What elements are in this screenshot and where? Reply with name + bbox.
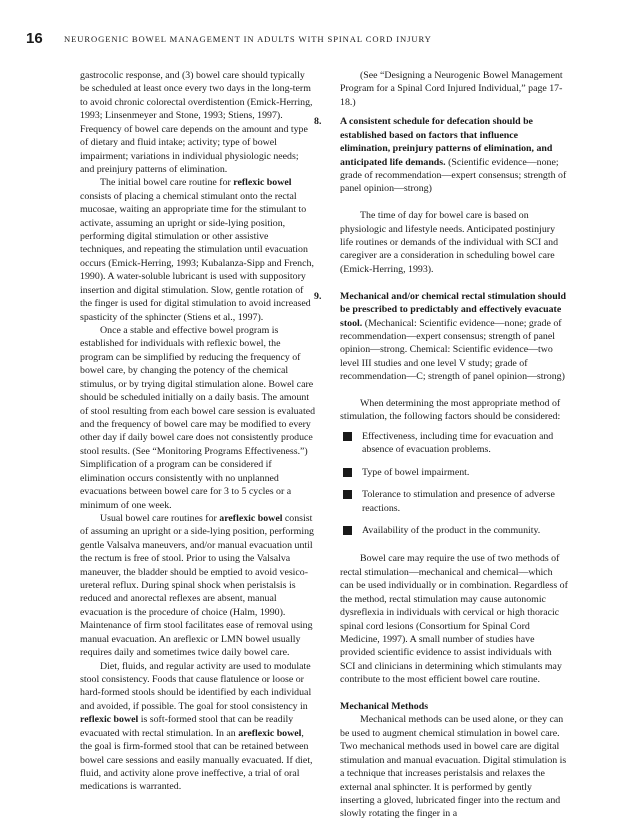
see-reference: (See “Designing a Neurogenic Bowel Management Program for a Spinal Cord Injured Individual,” page 17-18.) <box>340 70 563 108</box>
paragraph-reflexic-routine: The initial bowel care routine for reflexic bowel consists of placing a chemical stimulant onto the rectal mucosae, waiting an appropriate time for the stimulant to activate, assuming an upright or side-lying position, performing digital stimulation or other assistive techniques, and repeating the stimulation until evacuation occurs (Emick-Herring, 1993; Kubalanza-Sipp and French, 1990). A water-soluble lubricant is used with suppository insertion and digital stimulation. Slow, gentle rotation of the finger is used for digital stimulation to avoid increased spasticity of the sphincter (Stiens et al., 1997). <box>80 177 314 323</box>
paragraph-areflexic-routine: Usual bowel care routines for areflexic bowel consist of assuming an upright or a side-lying position, performing gentle Valsalva maneuvers, and/or manual evacuation until the rectum is free of stool. Prior to using the Valsalva maneuver, the bladder should be emptied to avoid vesico-ureteral reflux. During spinal shock when peristalsis is reduced and anorectal reflexes are absent, manual evacuation is the procedure of choice (Halm, 1990). Maintenance of firm stool facilitates ease of removal using manual evacuation. An areflexic or LMN bowel usually requires daily and sometimes twice daily bowel care. <box>80 512 314 659</box>
paragraph-diet: Diet, fluids, and regular activity are used to modulate stool consistency. Foods that cause flatulence or loose or hard-formed stools should be identified by each individual and avoided, if possible. The goal for stool consistency in reflexic bowel is soft-formed stool that can be readily evacuated with rectal stimulation. In an areflexic bowel, the goal is firm-formed stool that can be retained between bowel care sessions and easily manually evacuated. If diet, fluid, and activity alone prove ineffective, a trial of oral medications is warranted. <box>80 660 313 793</box>
recommendation-number: 9. <box>314 290 322 302</box>
list-item: Type of bowel impairment. <box>340 466 568 479</box>
term-reflexic-bowel: reflexic bowel <box>233 177 292 189</box>
page-number: 16 <box>26 30 43 47</box>
running-title: NEUROGENIC BOWEL MANAGEMENT IN ADULTS WITH SPINAL CORD INJURY <box>64 34 432 44</box>
list-item: Effectiveness, including time for evacuation and absence of evacuation problems. <box>340 430 568 457</box>
right-column <box>314 69 568 821</box>
recommendation-8 <box>314 115 568 196</box>
evidence-note: (Scientific evidence—none; grade of recommendation—expert consensus; strength of panel opinion—strong) <box>340 156 567 195</box>
recommendation-number: 8. <box>314 116 322 128</box>
left-column <box>80 69 315 794</box>
square-bullet-icon <box>343 468 352 477</box>
recommendation-statement: A consistent schedule for defecation should be established based on factors that influence elimination, preinjury patterns of elimination, and anticipated life demands. <box>340 116 553 168</box>
paragraph-mechanical-methods: Mechanical methods can be used alone, or they can be used to augment chemical stimulation in bowel care. Two mechanical methods used in bowel care are digital stimulation and manual evacuation. Digital stimulation is a technique that increases peristalsis and relaxes the external anal sphincter. It is performed by gently inserting a gloved, lubricated finger into the rectum and slowly rotating the finger in a <box>340 714 567 820</box>
square-bullet-icon <box>343 490 352 499</box>
term-areflexic-bowel: areflexic bowel <box>219 512 283 524</box>
paragraph-time-of-day: The time of day for bowel care is based on physiologic and lifestyle needs. Anticipated postinjury life routines or demands of the individual with SCI and caregiver are a consideration in scheduling bowel care (Emick-Herring, 1993). <box>340 210 559 275</box>
factor-list <box>340 430 568 538</box>
paragraph-stimulation-intro: When determining the most appropriate method of stimulation, the following factors should be considered: <box>340 398 561 423</box>
paragraph-frequency: gastrocolic response, and (3) bowel care should typically be scheduled at least once every two days in the long-term to avoid chronic colorectal overdistention (Emick-Herring, 1993; Linsenmeyer and Stone, 1993; Stiens, 1997). Frequency of bowel care depends on the amount and type of dietary and fluid intake; activity; type of bowel impairment; variations in individual physiologic needs; and preinjury patterns of elimination. <box>80 70 313 175</box>
list-item: Availability of the product in the community. <box>340 524 568 537</box>
recommendation-9 <box>314 290 568 384</box>
paragraph-simplification: Once a stable and effective bowel program is established for individuals with reflexic bowel, the program can be simplified by reducing the frequency of bowel care, by changing the potency of the chemical stimulus, or by trying digital stimulation alone. Bowel care should be scheduled initially on a daily basis. The amount of stool resulting from each bowel care session is evaluated and the frequency of bowel care may be modified to every other day if daily bowel care does not consistently produce stool results. (See “Monitoring Programs Effectiveness.”) Simplification of a program can be considered if elimination occurs consistently with no unplanned evacuations between bowel care for 3 to 5 cycles or a minimum of one week. <box>80 325 316 511</box>
section-heading-mechanical-methods: Mechanical Methods <box>340 701 429 713</box>
square-bullet-icon <box>343 432 352 441</box>
recommendation-statement: Mechanical and/or chemical rectal stimulation should be prescribed to predictably and effectively evacuate stool. <box>340 290 566 329</box>
list-item: Tolerance to stimulation and presence of adverse reactions. <box>340 488 568 515</box>
evidence-note: (Mechanical: Scientific evidence—none; grade of recommendation—expert consensus; strength of panel opinion—strong. Chemical: Scientific evidence—two level III studies and one level V study; grade of recommendation—C; strength of panel opinion—strong) <box>340 317 565 383</box>
square-bullet-icon <box>343 526 352 535</box>
page-header <box>26 30 626 48</box>
paragraph-methods: Bowel care may require the use of two methods of rectal stimulation—mechanical and chemical—which can be used individually or in combination. Regardless of the method, rectal stimulation may cause autonomic dysreflexia in individuals with cervical or high thoracic spinal cord lesions (Consortium for Spinal Cord Medicine, 1997). A small number of studies have provided scientific evidence to assist individuals with SCI and clinicians in determining which stimulants may contribute to the most efficient bowel care routine. <box>340 553 568 686</box>
